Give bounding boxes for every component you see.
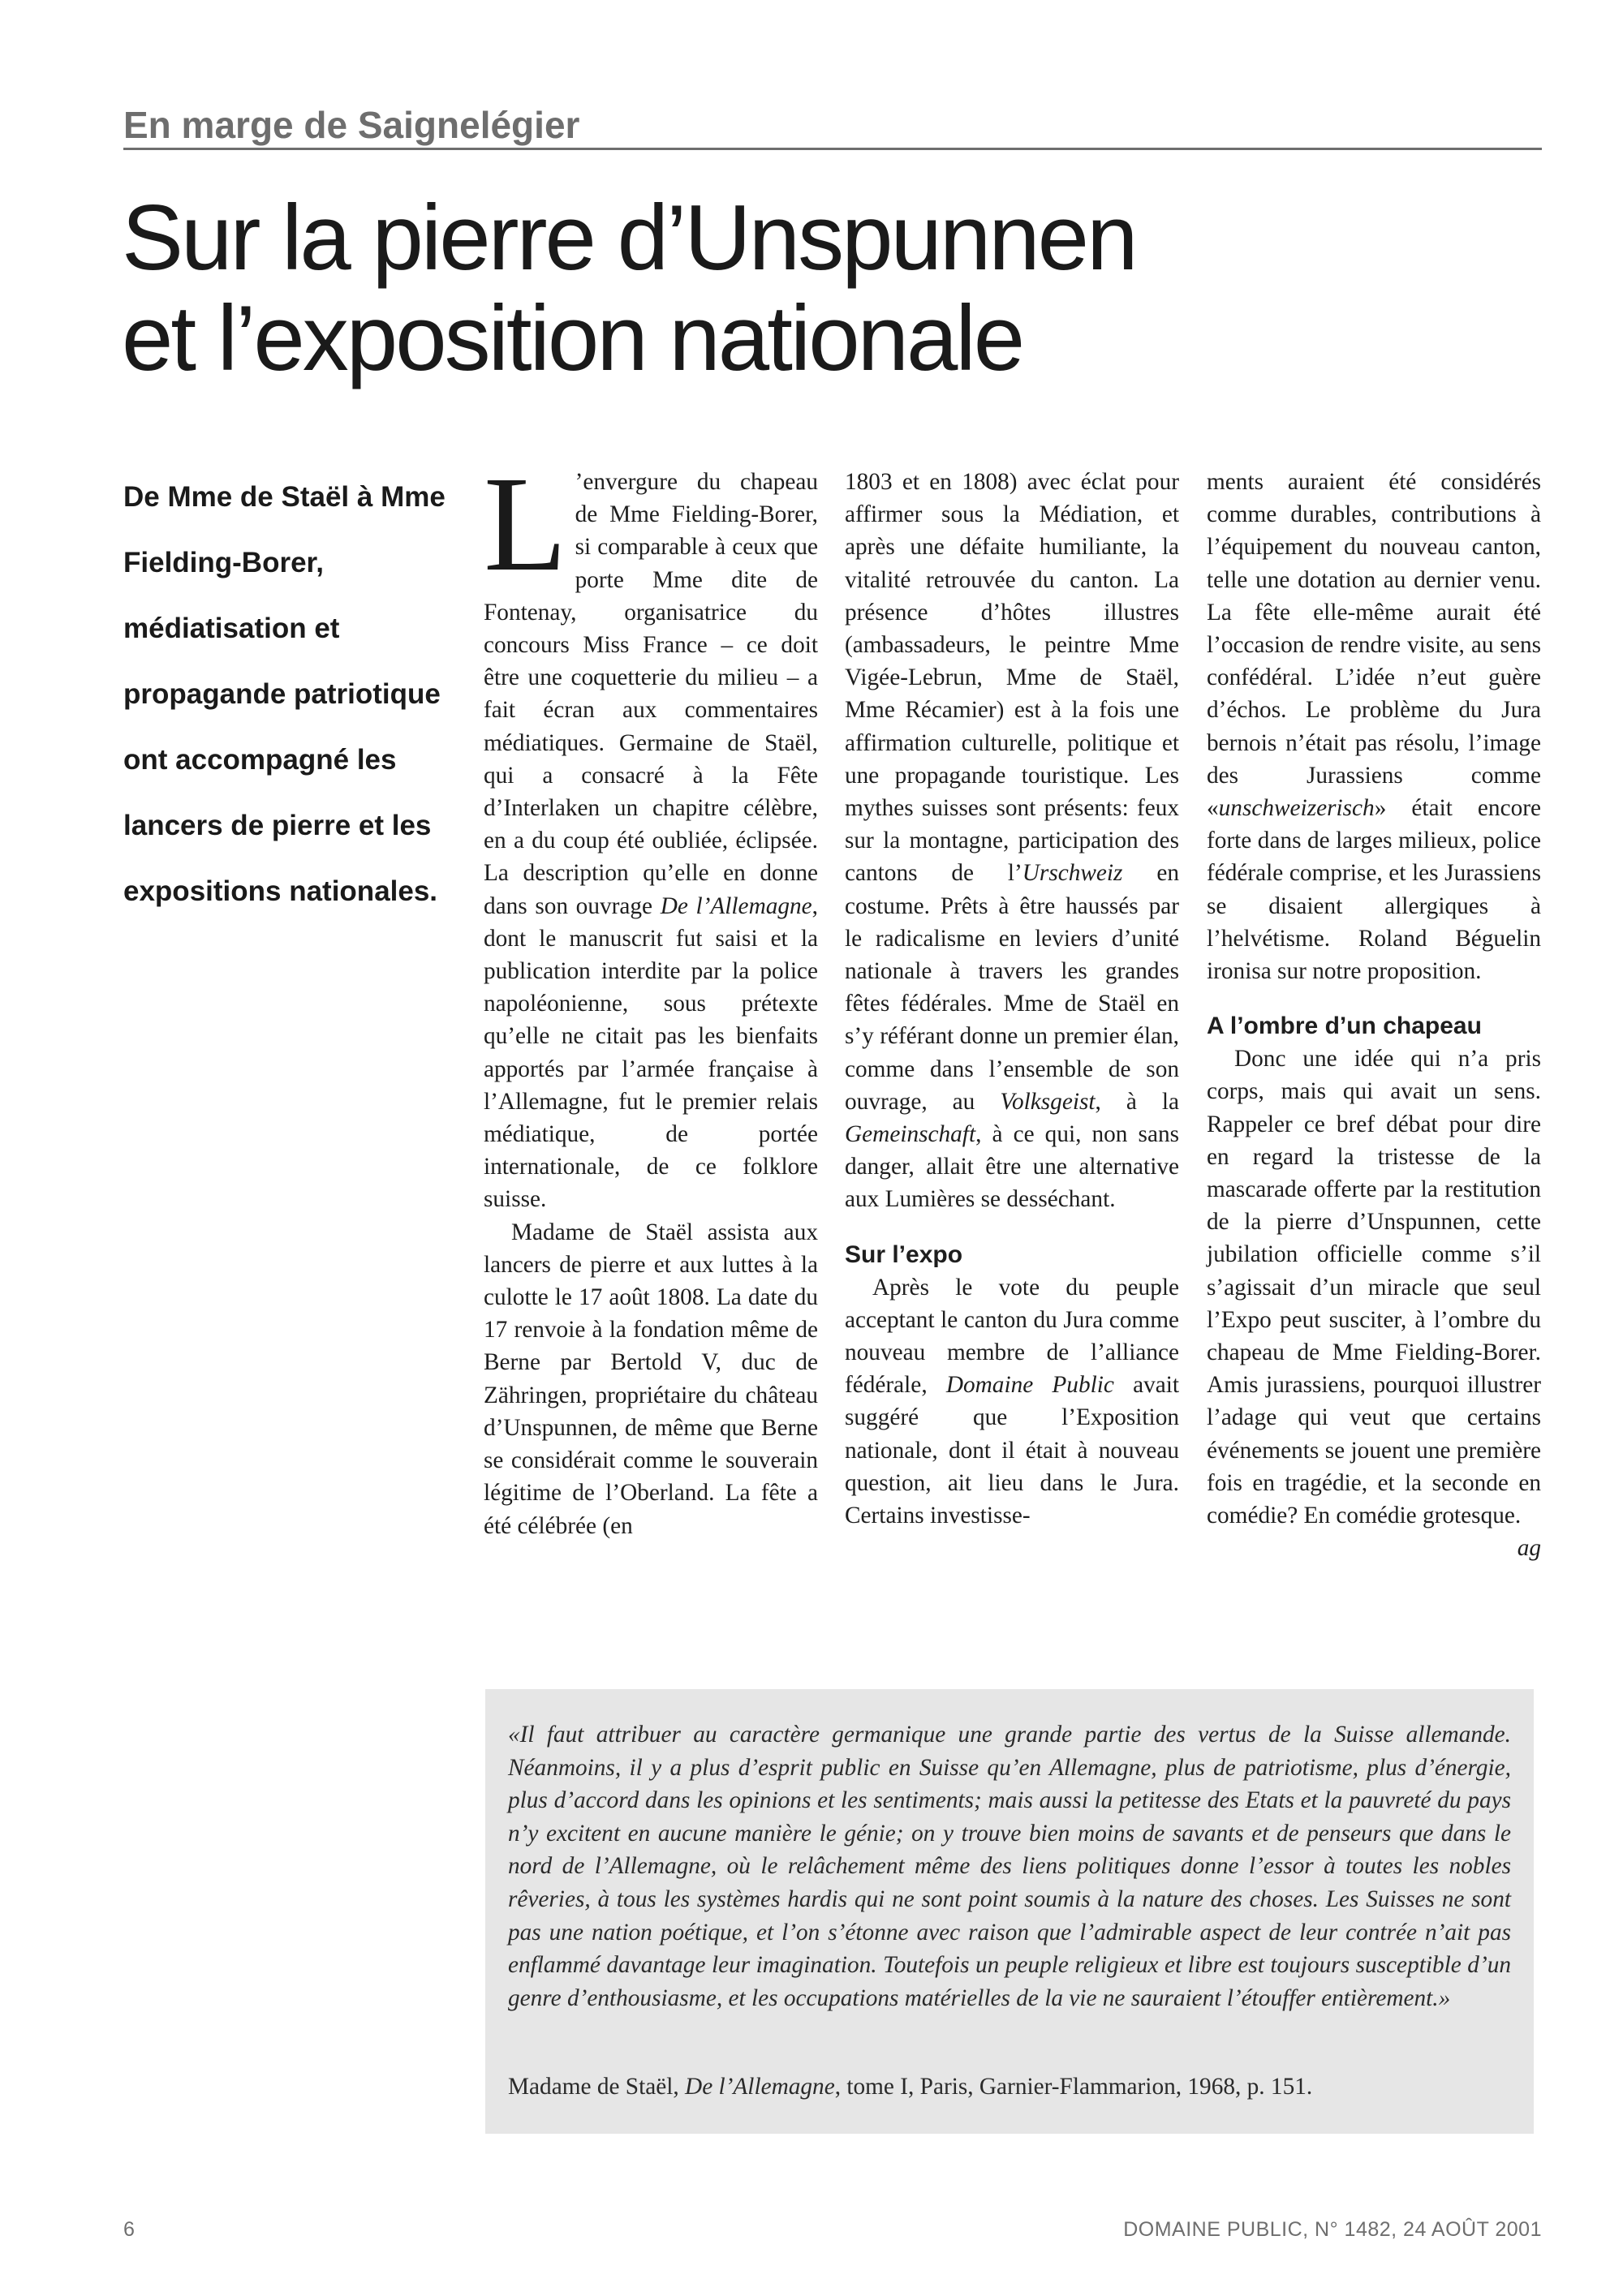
section-kicker: En marge de Saignelégier bbox=[123, 102, 1542, 150]
title-line-1: Sur la pierre d’Unspunnen bbox=[122, 187, 1136, 290]
publication-info: DOMAINE PUBLIC, N° 1482, 24 AOÛT 2001 bbox=[1123, 2218, 1542, 2241]
drop-cap: L bbox=[484, 449, 567, 600]
author-signature: ag bbox=[1517, 1535, 1541, 1562]
subhead-sur-l-expo: Sur l’expo bbox=[845, 1240, 963, 1268]
source-book-title: De l’Allemagne bbox=[685, 2074, 835, 2100]
article-title bbox=[122, 188, 1501, 389]
article-column-1 bbox=[484, 449, 818, 1542]
paragraph-4: Donc une idée qui n’a pris corps, mais qui avait un sens. Rappeler ce bref débat pour dire en regard la tristesse de la mascarade offerte par la restitution de la pierre d’Unspunnen, cette jubilation officielle comme s’il s’agissait d’un miracle que seul l’Expo peut susciter, à l’ombre du chapeau de Mme Fielding-Borer. Amis jurassiens, pourquoi illustrer l’adage qui veut que certains événements se jouent une première fois en tragédie, et la seconde en comédie? En comédie grotesque. ag bbox=[1207, 1043, 1541, 1532]
quote-text: «Il faut attribuer au caractère germanique une grande partie des vertus de la Suisse allemande. Néanmoins, il y a plus d’esprit public en Suisse qu’en Allemagne, plus de patriotisme, plus d’énergie, plus d’accord dans les opinions et les sentiments; mais aussi la petitesse des Etats et la pauvreté du pays n’y excitent en aucune manière le génie; on y trouve bien moins de savants et de penseurs que dans le nord de l’Allemagne, où le relâchement même des liens politiques donne l’essor à toutes les nobles rêveries, à tous les systèmes hardis qui ne sont point soumis à la nature des choses. Les Suisses ne sont pas une nation poétique, et l’on s’étonne avec raison que l’admirable aspect de leur contrée n’ait pas enflammé davantage leur imagination. Toutefois un peuple religieux et libre est toujours susceptible d’un genre d’enthousiasme, et les occupations matérielles de la vie ne sauraient l’étouffer entièrement.» bbox=[508, 1722, 1511, 2011]
paragraph-2-cont: 1803 et en 1808) avec éclat pour affirmer sous la Médiation, et après une défaite humiliante, la vitalité retrouvée du canton. La présence d’hôtes illustres (ambassadeurs, le peintre Mme Vigée-Lebrun, Mme de Staël, Mme Récamier) est à la fois une affirmation culturelle, politique et une propagande touristique. Les mythes suisses sont présents: feux sur la montagne, participation des cantons de l’Urschweiz en costume. Prêts à être haussés par le radicalisme en leviers d’unité nationale à travers les grandes fêtes fédérales. Mme de Staël en s’y référant donne un premier élan, comme dans l’ensemble de son ouvrage, au Volksgeist, à la Gemeinschaft, à ce qui, non sans danger, allait être une alternative aux Lumières se desséchant. bbox=[845, 469, 1180, 1213]
paragraph-3-start: Après le vote du peuple acceptant le canton du Jura comme nouveau membre de l’alliance fédérale, Domaine Public avait suggéré que l’Exposition nationale, dont il était à nouveau question, ait lieu dans le Jura. Certains investisse- bbox=[845, 1274, 1180, 1529]
subhead-a-l-ombre: A l’ombre d’un chapeau bbox=[1207, 1013, 1482, 1040]
title-line-2: et l’exposition nationale bbox=[122, 287, 1023, 390]
paragraph-1: L ’envergure du chapeau de Mme Fielding-Borer, si comparable à ceux que porte Mme dite de Fontenay, organisatrice du concours Miss France – ce doit être une coquetterie du milieu – a fait écran aux commentaires médiatiques. Germaine de Staël, qui a consacré à la Fête d’Interlaken un chapitre célèbre, en a du coup été oubliée, éclipsée. La description qu’elle en donne dans son ouvrage De l’Allemagne, dont le manuscrit fut saisi et la publication interdite par la police napoléonienne, sous prétexte qu’elle ne citait pas les bienfaits apportés par l’armée française à l’Allemagne, fut le premier relais médiatique, de portée internationale, de ce folklore suisse. bbox=[484, 449, 818, 1213]
book-title: De l’Allemagne bbox=[660, 892, 812, 919]
article-column-3 bbox=[1207, 466, 1541, 1565]
article-lead: De Mme de Staël à Mme Fielding-Borer, médiatisation et propagande patriotique ont accompagné les lancers de pierre et les expositions nationales. bbox=[123, 481, 446, 907]
paragraph-3-cont: ments auraient été considérés comme durables, contributions à l’équipement du nouveau canton, telle une dotation au dernier venu. La fête elle-même aurait été l’occasion de rendre visite, au sens confédéral. L’idée n’eut guère d’échos. Le problème du Jura bernois n’était pas résolu, l’image des Jurassiens comme «unschweizerisch» était encore forte dans de larges milieux, police fédérale comprise, et les Jurassiens se disaient allergiques à l’helvétisme. Roland Béguelin ironisa sur notre proposition. bbox=[1207, 469, 1541, 985]
quote-box bbox=[485, 1689, 1534, 2134]
article-column-2 bbox=[845, 466, 1179, 1532]
quote-source: Madame de Staël, De l’Allemagne, tome I, Paris, Garnier-Flammarion, 1968, p. 151. bbox=[508, 2074, 1313, 2100]
paragraph-2-start: Madame de Staël assista aux lancers de pierre et aux luttes à la culotte le 17 août 1808. La date du 17 renvoie à la fondation même de Berne par Bertold V, duc de Zähringen, propriétaire du château d’Unspunnen, de même que Berne se considérait comme le souverain légitime de l’Oberland. La fête a été célébrée (en bbox=[484, 1219, 818, 1539]
page-number: 6 bbox=[123, 2218, 135, 2241]
